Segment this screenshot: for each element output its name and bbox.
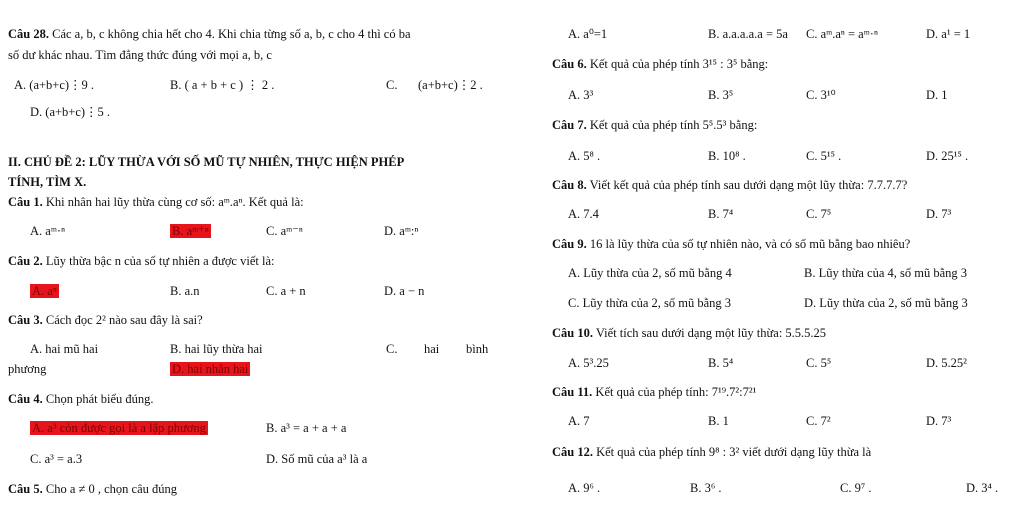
option-b: B. ( a + b + c ) ⋮ 2 . — [170, 78, 275, 92]
question-5 — [8, 482, 177, 497]
option-c: (a+b+c)⋮2 . — [418, 78, 483, 92]
option-b: B. 5⁴ — [708, 356, 734, 370]
answer-highlight: A. aⁿ — [32, 284, 57, 298]
question-label: Câu 6. — [552, 57, 587, 71]
option-a: A. 3³ — [568, 88, 594, 102]
question-label: Câu 3. — [8, 313, 43, 327]
option-b: B. 7⁴ — [708, 207, 734, 221]
question-28-line2: số dư khác nhau. Tìm đẳng thức đúng với mọi a, b, c — [8, 48, 272, 62]
option-c: C. aᵐ.aⁿ = aᵐ·ⁿ — [806, 27, 878, 41]
option-d: D. Số mũ của a³ là a — [266, 452, 368, 466]
option-d: D. a¹ = 1 — [926, 27, 971, 41]
question-label: Câu 9. — [552, 237, 587, 251]
option-b: B. hai lũy thừa hai — [170, 342, 263, 356]
question-text: Viết kết quả của phép tính sau dưới dạng một lũy thừa: 7.7.7.7? — [589, 178, 908, 192]
question-text: Kết quả của phép tính 5⁵.5³ bằng: — [589, 118, 758, 132]
option-d: D. 1 — [926, 88, 948, 102]
option-a-highlighted — [30, 284, 59, 299]
option-b: B. a³ = a + a + a — [266, 421, 347, 435]
section-title-line2: TÍNH, TÌM X. — [8, 175, 87, 189]
question-text: Kết quả của phép tính 9⁸ : 3² viết dưới dạng lũy thừa là — [596, 445, 872, 459]
option-d: D. Lũy thừa của 2, số mũ bằng 3 — [804, 296, 968, 310]
question-6 — [552, 57, 768, 72]
question-text: Kết quả của phép tính 3¹⁵ : 3⁵ bằng: — [589, 57, 769, 71]
option-a: A. Lũy thừa của 2, số mũ bằng 4 — [568, 266, 732, 280]
question-label: Câu 12. — [552, 445, 593, 459]
question-4 — [8, 392, 154, 407]
option-c: C. 5¹⁵ . — [806, 149, 842, 163]
answer-highlight: D. hai nhân hai — [172, 362, 249, 376]
option-a: A. hai mũ hai — [30, 342, 99, 356]
option-b-highlighted — [170, 224, 211, 239]
question-text: Lũy thừa bậc n của số tự nhiên a được viết là: — [45, 254, 275, 268]
option-c: C. Lũy thừa của 2, số mũ bằng 3 — [568, 296, 732, 310]
question-label: Câu 1. — [8, 195, 43, 209]
question-text: 16 là lũy thừa của số tự nhiên nào, và có số mũ bằng bao nhiêu? — [589, 237, 911, 251]
option-c: C. 3¹⁰ — [806, 88, 836, 102]
question-text: Các a, b, c không chia hết cho 4. Khi chia từng số a, b, c cho 4 thì có ba — [52, 27, 411, 41]
option-c: C. 7⁵ — [806, 207, 832, 221]
question-label: Câu 11. — [552, 385, 593, 399]
question-text: Viết tích sau dưới dạng một lũy thừa: 5.5.5.25 — [595, 326, 827, 340]
option-b: B. 3⁵ — [708, 88, 734, 102]
option-a: A. 5³.25 — [568, 356, 609, 370]
option-c-label: C. — [386, 78, 398, 92]
option-a: A. aᵐ·ⁿ — [30, 224, 66, 238]
question-label: Câu 7. — [552, 118, 587, 132]
option-b: B. 10⁸ . — [708, 149, 746, 163]
option-c: C. 7² — [806, 414, 831, 428]
question-label: Câu 5. — [8, 482, 43, 496]
option-a: A. 9⁶ . — [568, 481, 601, 495]
answer-highlight: B. aᵐ⁺ⁿ — [172, 224, 209, 238]
option-a: A. 7 — [568, 414, 590, 428]
option-a: A. a⁰=1 — [568, 27, 608, 41]
option-c: C. a + n — [266, 284, 306, 298]
option-b: B. Lũy thừa của 4, số mũ bằng 3 — [804, 266, 968, 280]
question-text: Khi nhân hai lũy thừa cùng cơ số: aᵐ.aⁿ. Kết quả là: — [45, 195, 304, 209]
question-11 — [552, 385, 756, 400]
question-8 — [552, 178, 907, 193]
question-3 — [8, 313, 203, 328]
option-c: C. a³ = a.3 — [30, 452, 83, 466]
option-d: D. 7³ — [926, 414, 952, 428]
option-d: D. 7³ — [926, 207, 952, 221]
option-d-highlighted — [170, 362, 250, 377]
question-label: Câu 8. — [552, 178, 587, 192]
question-7 — [552, 118, 757, 133]
section-title-line1: II. CHỦ ĐỀ 2: LŨY THỪA VỚI SỐ MŨ TỰ NHIÊN, THỰC HIỆN PHÉP — [8, 155, 405, 169]
option-a: A. (a+b+c)⋮9 . — [14, 78, 95, 92]
option-d: D. aᵐ:ⁿ — [384, 224, 419, 238]
question-text: Chọn phát biểu đúng. — [45, 392, 154, 406]
question-text: Cho a ≠ 0 , chọn câu đúng — [45, 482, 177, 496]
option-b: B. 3⁶ . — [690, 481, 722, 495]
option-c: C. aᵐ⁻ⁿ — [266, 224, 303, 238]
option-d: D. 3⁴ . — [966, 481, 999, 495]
option-d: D. 5.25² — [926, 356, 967, 370]
question-2 — [8, 254, 274, 269]
question-10 — [552, 326, 826, 341]
option-c: C. 9⁷ . — [840, 481, 872, 495]
option-c-label: C. — [386, 342, 398, 356]
option-c-continuation: phương — [8, 362, 47, 376]
option-c: C. 5⁵ — [806, 356, 832, 370]
question-text: Kết quả của phép tính: 7¹⁹.7²:7²¹ — [595, 385, 757, 399]
option-d: D. a − n — [384, 284, 425, 298]
option-d: D. 25¹⁵ . — [926, 149, 969, 163]
option-c-word: bình — [466, 342, 489, 356]
question-1 — [8, 195, 304, 210]
question-12 — [552, 445, 871, 460]
question-9 — [552, 237, 910, 252]
question-label: Câu 2. — [8, 254, 43, 268]
question-28 — [8, 27, 411, 42]
question-text: Cách đọc 2² nào sau đây là sai? — [45, 313, 203, 327]
option-b: B. a.n — [170, 284, 200, 298]
option-c-word: hai — [424, 342, 440, 356]
question-label: Câu 10. — [552, 326, 593, 340]
option-a: A. 7.4 — [568, 207, 599, 221]
option-d: D. (a+b+c)⋮5 . — [30, 105, 111, 119]
option-b: B. a.a.a.a.a = 5a — [708, 27, 788, 41]
option-b: B. 1 — [708, 414, 729, 428]
question-label: Câu 28. — [8, 27, 49, 41]
answer-highlight: A. a³ còn được gọi là a lập phương — [32, 421, 206, 435]
option-a: A. 5⁸ . — [568, 149, 601, 163]
option-a-highlighted — [30, 421, 208, 436]
question-label: Câu 4. — [8, 392, 43, 406]
